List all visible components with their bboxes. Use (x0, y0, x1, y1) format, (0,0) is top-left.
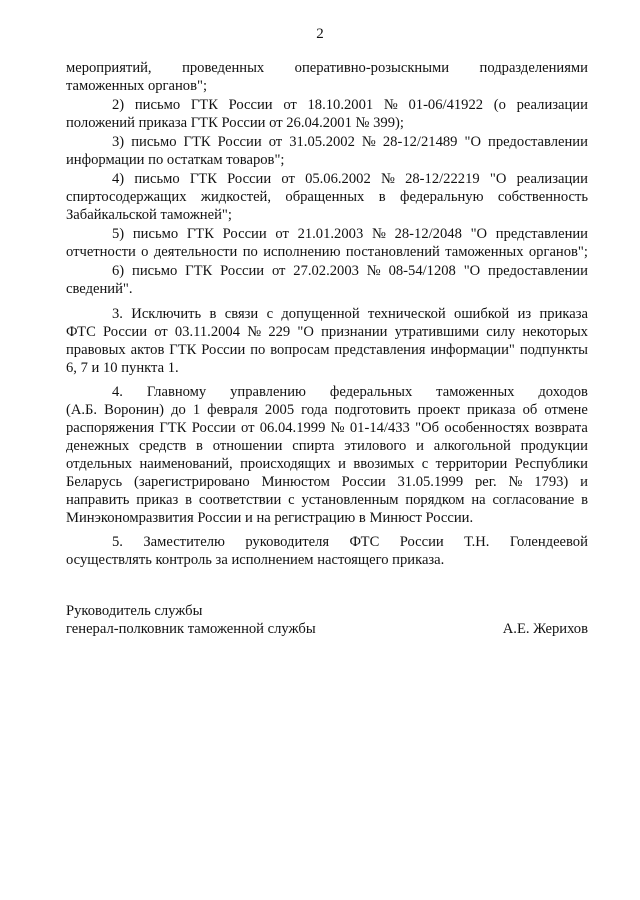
word: письмо (134, 97, 181, 113)
document-line (66, 455, 588, 473)
word: денежных (66, 438, 130, 454)
word: таможенных (445, 244, 524, 260)
word: на (471, 492, 486, 508)
word: письмо (132, 263, 178, 279)
word: органов"; (528, 244, 588, 260)
word: Исключить (131, 306, 202, 322)
word: реализации (516, 171, 588, 187)
word: 5. (112, 534, 123, 550)
word: № (371, 226, 386, 242)
word: 05.06.2002 (305, 171, 371, 187)
word: представления (334, 342, 426, 358)
word: руководителя (245, 534, 330, 550)
word: от (275, 226, 289, 242)
word: ГТК (185, 263, 213, 279)
word: информации" (430, 342, 515, 358)
word: 31.05.2002 (289, 134, 355, 150)
word: России (220, 263, 265, 279)
word: постановлений (345, 244, 440, 260)
document-line (66, 243, 588, 261)
word: 28-12/22219 (405, 171, 480, 187)
word: России (228, 97, 273, 113)
word: соответствии (198, 492, 282, 508)
word: Республики (514, 456, 588, 472)
word: и (416, 438, 424, 454)
word: исполнению (263, 244, 341, 260)
word: отношении (212, 438, 283, 454)
word: до (171, 402, 186, 418)
word: Главному (146, 384, 207, 400)
word: ГТК (169, 342, 197, 358)
word: от (281, 171, 295, 187)
word: в (185, 492, 193, 508)
word: отдельных (66, 456, 133, 472)
word: 06.04.1999 (259, 420, 326, 436)
document-line (66, 533, 588, 551)
word: проект (417, 402, 461, 418)
word: допущенной (281, 306, 360, 322)
word: деятельности (153, 244, 238, 260)
word: обращенных (285, 189, 365, 205)
word: особенностях (444, 420, 530, 436)
word: февраля (207, 402, 258, 418)
word: письмо (131, 134, 177, 150)
word: в (209, 306, 217, 322)
word: порядком (405, 492, 465, 508)
word: вопросам (270, 342, 330, 358)
word: с (266, 306, 274, 322)
document-line: Минэкономразвития России и на регистрацию в Минюст России. (66, 510, 474, 526)
word: подпункты (519, 342, 588, 358)
word: происходящих (240, 456, 331, 472)
word: 1 (192, 402, 201, 418)
word: приказа (539, 306, 588, 322)
word: № (247, 324, 262, 340)
word: "О (297, 324, 314, 340)
word: ГТК (159, 420, 187, 436)
word: года (301, 402, 328, 418)
word: 229 (268, 324, 291, 340)
document-line (66, 419, 588, 437)
word: 01-14/433 (349, 420, 410, 436)
word: 6) (112, 263, 125, 279)
word: продукции (520, 438, 588, 454)
word: письмо (134, 171, 180, 187)
word: Заместителю (143, 534, 225, 550)
document-line: информации по остаткам товаров"; (66, 152, 285, 168)
word: в (581, 492, 588, 508)
document-line (66, 225, 588, 243)
document-line (66, 96, 588, 114)
word: подразделениями (479, 60, 588, 76)
word: доходов (538, 384, 588, 400)
word: ГТК (186, 226, 214, 242)
word: с (288, 492, 295, 508)
word: и (580, 474, 588, 490)
document-line (66, 133, 588, 151)
word: 18.10.2001 (307, 97, 374, 113)
word: 4. (112, 384, 123, 400)
word: от (268, 134, 283, 150)
word: № (361, 134, 376, 150)
word: по (250, 342, 266, 358)
word: федеральную (399, 189, 484, 205)
word: 28-12/2048 (394, 226, 462, 242)
word: оперативно-розыскными (294, 60, 450, 76)
word: 2) (112, 97, 125, 113)
document-line (66, 323, 588, 341)
word: отмене (544, 402, 588, 418)
word: технической (367, 306, 446, 322)
document-line (66, 59, 588, 77)
word: "О (489, 171, 507, 187)
word: жидкостей, (200, 189, 272, 205)
word: Голендеевой (509, 534, 588, 550)
word: проведенных (182, 60, 265, 76)
word: № (383, 97, 398, 113)
word: ошибкой (454, 306, 510, 322)
word: 27.02.2003 (293, 263, 359, 279)
word: из (517, 306, 532, 322)
word: об (522, 402, 538, 418)
document-line (66, 383, 588, 401)
signatory-title-line2: генерал-полковник таможенной службы (66, 621, 316, 637)
word: в (378, 189, 386, 205)
word: представлении (495, 226, 588, 242)
word: России (217, 134, 262, 150)
word: от (271, 263, 286, 279)
word: 01-06/41922 (408, 97, 484, 113)
word: предоставлении (488, 134, 588, 150)
signatory-name: А.Е. Жерихов (502, 621, 588, 637)
document-line (66, 473, 588, 491)
word: 28-12/21489 (382, 134, 458, 150)
word: этилового (344, 438, 407, 454)
word: предоставлении (488, 263, 588, 279)
word: Т.Н. (464, 534, 490, 550)
word: 1793) (534, 474, 569, 490)
word: о (141, 244, 149, 260)
word: России (341, 474, 386, 490)
word: приказ (136, 492, 179, 508)
word: возврата (534, 420, 588, 436)
word: № (366, 263, 381, 279)
word: "Об (415, 420, 440, 436)
word: 4) (112, 171, 125, 187)
word: 21.01.2003 (297, 226, 364, 242)
word: "О (470, 226, 488, 242)
word: признании (321, 324, 388, 340)
word: управлению (230, 384, 306, 400)
word: Воронин) (104, 402, 165, 418)
word: актов (130, 342, 165, 358)
word: 3. (112, 306, 123, 322)
word: 2005 (264, 402, 295, 418)
document-line: Забайкальской таможней"; (66, 207, 232, 223)
word: России (222, 226, 267, 242)
word: (зарегистрировано (133, 474, 250, 490)
word: ФТС (66, 324, 96, 340)
word: Беларусь (66, 474, 123, 490)
document-line (66, 305, 588, 323)
word: ГТК (189, 171, 217, 187)
word: № (508, 474, 523, 490)
word: России (201, 342, 246, 358)
word: наименований, (139, 456, 233, 472)
word: алкогольной (433, 438, 511, 454)
word: спирта (292, 438, 335, 454)
word: отчетности (66, 244, 136, 260)
document-line (66, 188, 588, 206)
word: ГТК (183, 134, 211, 150)
word: установленным (301, 492, 399, 508)
word: средств (138, 438, 187, 454)
word: № (380, 171, 395, 187)
word: связи (224, 306, 259, 322)
document-line (66, 341, 588, 359)
word: № (330, 420, 345, 436)
document-line: сведений". (66, 281, 133, 297)
word: силу (486, 324, 516, 340)
word: письмо (132, 226, 179, 242)
word: таможенных (436, 384, 515, 400)
word: спиртосодержащих (66, 189, 187, 205)
word: и (338, 456, 346, 472)
word: 31.05.1999 (397, 474, 464, 490)
document-line (66, 401, 588, 419)
word: "О (463, 263, 481, 279)
document-line (66, 262, 588, 280)
document-line (66, 170, 588, 188)
word: России (227, 171, 272, 187)
document-line: положений приказа ГТК России от 26.04.2001 № 399); (66, 115, 404, 131)
word: собственность (497, 189, 588, 205)
word: ГТК (190, 97, 218, 113)
document-line: осуществлять контроль за исполнением настоящего приказа. (66, 552, 445, 568)
word: приказа (467, 402, 516, 418)
word: России (191, 420, 236, 436)
signatory-title-line1: Руководитель службы (66, 603, 203, 619)
word: направить (66, 492, 130, 508)
word: утратившими (394, 324, 480, 340)
document-line: таможенных органов"; (66, 78, 208, 94)
word: рег. (474, 474, 497, 490)
document-line: 6, 7 и 10 пункта 1. (66, 360, 179, 376)
word: России (103, 324, 148, 340)
word: реализации (516, 97, 588, 113)
word: России (399, 534, 444, 550)
document-line (66, 437, 588, 455)
word: Минюстом (261, 474, 330, 490)
word: от (154, 324, 168, 340)
word: ввозимых (353, 456, 415, 472)
word: согласование (492, 492, 575, 508)
word: распоряжения (66, 420, 155, 436)
word: территории (435, 456, 508, 472)
word: 5) (112, 226, 125, 242)
word: 3) (112, 134, 125, 150)
page-number: 2 (316, 26, 324, 42)
word: правовых (66, 342, 126, 358)
word: некоторых (522, 324, 588, 340)
word: мероприятий, (66, 60, 152, 76)
word: ФТС (349, 534, 380, 550)
word: 03.11.2004 (174, 324, 241, 340)
word: в (196, 438, 203, 454)
word: (А.Б. (66, 402, 98, 418)
word: от (283, 97, 297, 113)
word: по (242, 244, 258, 260)
document-line (66, 491, 588, 509)
word: (о (493, 97, 506, 113)
word: с (421, 456, 429, 472)
word: федеральных (329, 384, 413, 400)
word: "О (464, 134, 481, 150)
word: 08-54/1208 (388, 263, 456, 279)
word: от (240, 420, 255, 436)
word: подготовить (334, 402, 411, 418)
